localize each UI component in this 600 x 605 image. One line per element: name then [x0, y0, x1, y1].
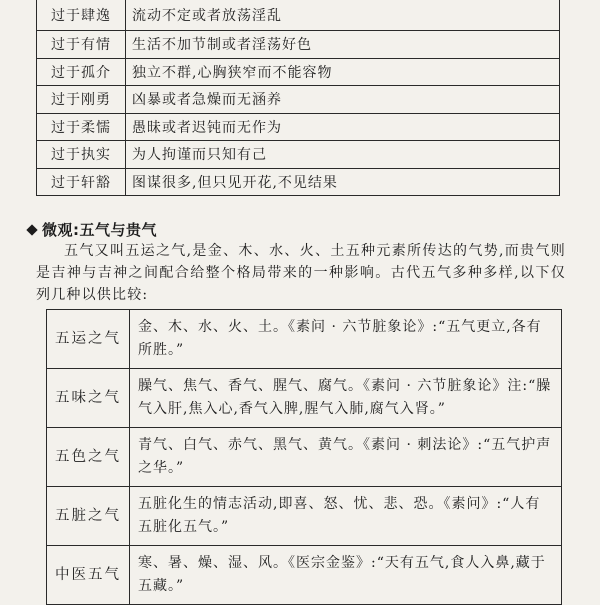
table-row — [37, 58, 560, 86]
term-cell: 五运之气 — [47, 310, 130, 369]
term-cell: 五色之气 — [47, 428, 130, 487]
five-qi-table — [46, 309, 562, 605]
table-row — [47, 310, 562, 369]
description-cell: 流动不定或者放荡淫乱 — [126, 0, 560, 31]
description-cell: 生活不加节制或者淫荡好色 — [126, 31, 560, 59]
description-cell: 寒、暑、燥、湿、风。《医宗金鉴》:“天有五气,食人入鼻,藏于五藏。” — [130, 546, 562, 605]
description-cell: 为人拘谨而只知有己 — [126, 141, 560, 169]
description-cell: 图谋很多,但只见开花,不见结果 — [126, 168, 560, 196]
term-cell: 过于孤介 — [37, 58, 126, 86]
section-paragraph: 五气又叫五运之气,是金、木、水、火、土五种元素所传达的气势,而贵气则是吉神与吉神之间配合给整个格局带来的一种影响。古代五气多种多样,以下仅列几种以供比较: — [36, 243, 566, 303]
term-cell: 过于轩豁 — [37, 168, 126, 196]
table-row — [37, 0, 560, 31]
description-cell: 臊气、焦气、香气、腥气、腐气。《素问 · 六节脏象论》注:“臊气入肝,焦入心,香气入脾,腥气入肺,腐气入肾。” — [130, 369, 562, 428]
diamond-bullet-icon — [26, 224, 37, 235]
table-row — [37, 141, 560, 169]
term-cell: 过于有情 — [37, 31, 126, 59]
description-cell: 独立不群,心胸狭窄而不能容物 — [126, 58, 560, 86]
table-row — [37, 31, 560, 59]
term-cell: 过于柔懦 — [37, 113, 126, 141]
section-heading-text: 微观:五气与贵气 — [42, 221, 157, 239]
description-cell: 五脏化生的情志活动,即喜、怒、忧、悲、恐。《素问》:“人有五脏化五气。” — [130, 487, 562, 546]
description-cell: 凶暴或者急燥而无涵养 — [126, 86, 560, 114]
personality-traits-table — [36, 0, 560, 196]
table-row — [37, 168, 560, 196]
term-cell: 五味之气 — [47, 369, 130, 428]
term-cell: 过于刚勇 — [37, 86, 126, 114]
table-row — [47, 487, 562, 546]
table-row — [37, 86, 560, 114]
table-row — [47, 369, 562, 428]
description-cell: 青气、白气、赤气、黑气、黄气。《素问 · 刺法论》:“五气护声之华。” — [130, 428, 562, 487]
section-heading — [28, 219, 157, 240]
table-row — [47, 428, 562, 487]
term-cell: 中医五气 — [47, 546, 130, 605]
term-cell: 过于执实 — [37, 141, 126, 169]
table-row — [37, 113, 560, 141]
term-cell: 过于肆逸 — [37, 0, 126, 31]
description-cell: 金、木、水、火、土。《素问 · 六节脏象论》:“五气更立,各有所胜。” — [130, 310, 562, 369]
description-cell: 愚昧或者迟钝而无作为 — [126, 113, 560, 141]
term-cell: 五脏之气 — [47, 487, 130, 546]
